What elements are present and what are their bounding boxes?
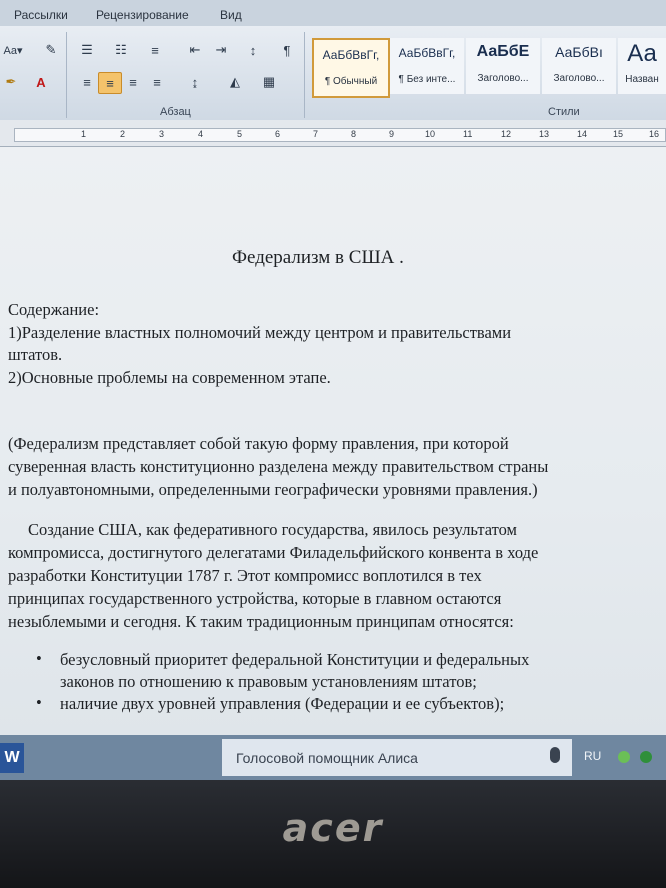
body-line: Создание США, как федеративного государства, явилось результатом: [28, 520, 517, 539]
definition-line: суверенная власть конституционно разделена между правительством страны: [8, 457, 549, 476]
definition-line: (Федерализм представляет собой такую форму правления, при которой: [8, 434, 509, 453]
body-line: компромисса, достигнутого делегатами Филадельфийского конвента в ходе: [8, 543, 539, 562]
tab-mailings[interactable]: Рассылки: [14, 8, 68, 22]
style-name: Заголово...: [553, 73, 605, 84]
style-name: Заголово...: [477, 73, 529, 84]
word-app-icon[interactable]: W: [0, 743, 24, 773]
document-title: Федерализм в США .: [232, 247, 404, 268]
ruler-mark: 4: [198, 129, 204, 139]
ruler-mark: 11: [463, 129, 473, 139]
style-heading-2[interactable]: [542, 38, 616, 94]
tray-status-icon[interactable]: [640, 751, 652, 763]
tab-review[interactable]: Рецензирование: [96, 8, 189, 22]
align-left-icon[interactable]: ≡: [83, 74, 91, 90]
body-line: принципах государственного устройства, которые в главном остаются: [8, 589, 502, 608]
microphone-icon[interactable]: [550, 747, 560, 763]
style-heading-1[interactable]: [466, 38, 540, 94]
bullet-item: безусловный приоритет федеральной Конституции и федеральных: [60, 650, 530, 669]
align-center-icon[interactable]: ≡: [98, 72, 122, 94]
contents-heading: Содержание:: [8, 300, 100, 319]
divider: [66, 32, 67, 118]
divider: [304, 32, 305, 118]
align-right-icon[interactable]: ≡: [129, 74, 137, 90]
ribbon: [0, 26, 666, 121]
group-label-styles: Стили: [548, 106, 580, 118]
ruler-mark: 15: [613, 129, 624, 139]
tab-view[interactable]: Вид: [220, 8, 242, 22]
multilevel-list-icon[interactable]: ≡: [151, 42, 159, 58]
style-title[interactable]: [618, 38, 666, 94]
borders-icon[interactable]: ▦: [262, 74, 276, 89]
ribbon-tabs: [0, 0, 666, 27]
style-name: Назван: [625, 74, 659, 85]
show-marks-icon[interactable]: ¶: [283, 42, 291, 58]
style-name: ¶ Без инте...: [398, 74, 456, 85]
ruler-mark: 7: [313, 129, 319, 139]
body-line: разработки Конституции 1787 г. Этот компромисс воплотился в тех: [8, 566, 482, 585]
ruler-mark: 9: [389, 129, 395, 139]
document-page[interactable]: [0, 147, 666, 735]
ruler-mark: 3: [159, 129, 165, 139]
style-sample: АаБбВвГг,: [322, 48, 380, 62]
taskbar: [0, 735, 666, 780]
bullet-item: наличие двух уровней управления (Федерации и ее субъектов);: [60, 694, 505, 713]
contents-item: 1)Разделение властных полномочий между центром и правительствами: [8, 323, 512, 342]
ruler-mark: 13: [539, 129, 550, 139]
ruler-mark: 14: [577, 129, 588, 139]
bullet-marker: •: [36, 693, 42, 712]
shading-icon[interactable]: ◭: [230, 74, 240, 89]
style-sample: АаБбВвГг,: [398, 46, 456, 60]
ruler-mark: 16: [649, 129, 660, 139]
bullet-marker: •: [36, 649, 42, 668]
style-normal[interactable]: [312, 38, 390, 98]
ruler-track[interactable]: [14, 128, 666, 142]
ruler-mark: 5: [237, 129, 243, 139]
group-label-paragraph: Абзац: [160, 106, 191, 118]
style-sample: Аа: [627, 40, 657, 67]
ruler-mark: 10: [425, 129, 436, 139]
definition-line: и полуавтономными, определенными географически уровнями правления.): [8, 480, 538, 499]
voice-assistant-search[interactable]: [222, 739, 572, 776]
decrease-indent-icon[interactable]: ⇤: [189, 42, 201, 57]
justify-icon[interactable]: ≡: [153, 74, 161, 90]
tray-app-icon[interactable]: [618, 751, 630, 763]
style-sample: АаБбЕ: [476, 43, 530, 60]
ruler-mark: 8: [351, 129, 357, 139]
search-placeholder: Голосовой помощник Алиса: [236, 750, 418, 766]
style-sample: АаБбВı: [555, 44, 603, 60]
contents-item: штатов.: [8, 345, 63, 364]
increase-indent-icon[interactable]: ⇥: [215, 42, 227, 57]
highlight-icon[interactable]: ✒: [5, 74, 17, 89]
ruler-mark: 12: [501, 129, 512, 139]
font-size-button[interactable]: Aa▾: [3, 44, 23, 57]
language-indicator[interactable]: RU: [584, 749, 602, 763]
ruler-mark: 1: [81, 129, 87, 139]
numbering-icon[interactable]: ☷: [115, 42, 127, 57]
line-spacing-icon[interactable]: ↨: [191, 74, 199, 90]
bullet-item-continued: законов по отношению к правовым установлениям штатов;: [60, 672, 477, 691]
sort-icon[interactable]: ↕: [249, 42, 257, 58]
style-name: ¶ Обычный: [324, 76, 378, 87]
ruler-mark: 6: [275, 129, 281, 139]
font-color-icon[interactable]: A: [36, 74, 46, 90]
ruler-mark: 2: [120, 129, 126, 139]
laptop-logo: acer: [282, 806, 384, 850]
ruler: [0, 120, 666, 147]
format-painter-icon[interactable]: ✎: [45, 42, 57, 57]
bullets-icon[interactable]: ☰: [81, 42, 93, 57]
contents-item: 2)Основные проблемы на современном этапе.: [8, 368, 331, 387]
body-line: незыблемыми и сегодня. К таким традиционным принципам относятся:: [8, 612, 514, 631]
style-no-spacing[interactable]: [390, 38, 464, 94]
